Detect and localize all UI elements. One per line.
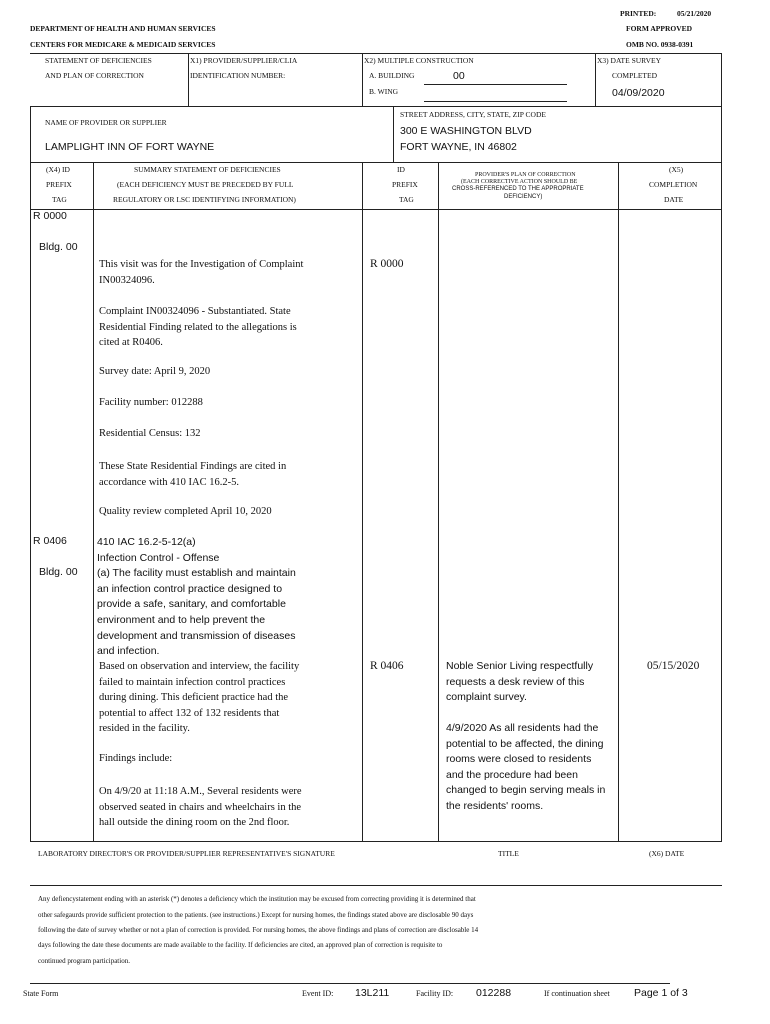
- divider: [30, 106, 31, 162]
- text-line: Infection Control - Offense: [97, 551, 220, 564]
- divider: [721, 53, 722, 162]
- text-line: the residents' rooms.: [446, 799, 544, 812]
- statement-label-1: STATEMENT OF DEFICIENCIES: [45, 56, 152, 65]
- text-line: during dining. This deficient practice had the: [99, 692, 289, 704]
- divider: [438, 162, 439, 841]
- findings-paragraph: [99, 459, 286, 490]
- event-id-value: 13L211: [355, 987, 390, 999]
- text-line: Based on observation and interview, the facility: [99, 661, 300, 672]
- x5-label-1: (X5): [669, 165, 684, 174]
- statement-label-2: AND PLAN OF CORRECTION: [45, 71, 144, 80]
- divider: [30, 983, 670, 984]
- footnote-line: other safegaurds provide sufficient protection to the patients. (see instructions.) Except for nursing homes, the findings stated above are disclosable 90 days: [38, 911, 474, 919]
- x4-label-3: TAG: [52, 195, 67, 204]
- printed-label: PRINTED:: [620, 9, 657, 18]
- divider: [424, 84, 567, 85]
- residential-census: Residential Census: 132: [99, 428, 201, 439]
- text-line: 4/9/2020 As all residents had the: [446, 722, 599, 734]
- x3-label-1: X3) DATE SURVEY: [597, 56, 661, 65]
- x5-label-3: DATE: [664, 195, 684, 204]
- tag-r0000-right: R 0000: [370, 258, 404, 270]
- poc-label-3: CROSS-REFERENCED TO THE APPROPRIATE: [452, 186, 584, 192]
- text-line: This visit was for the Investigation of Complaint: [99, 259, 304, 270]
- footnote-line: continued program participation.: [38, 957, 130, 965]
- text-line: resided in the facility.: [99, 723, 190, 735]
- state-form-label: State Form: [23, 989, 59, 998]
- facility-id-value: 012288: [476, 987, 512, 999]
- director-signature-label: LABORATORY DIRECTOR'S OR PROVIDER/SUPPLIER REPRESENTATIVE'S SIGNATURE: [38, 849, 335, 858]
- summary-label-3: REGULATORY OR LSC IDENTIFYING INFORMATION): [113, 195, 296, 204]
- text-line: cited at R0406.: [99, 337, 163, 349]
- text-line: 410 IAC 16.2-5-12(a): [97, 536, 196, 548]
- summary-label-1: SUMMARY STATEMENT OF DEFICIENCIES: [134, 165, 281, 174]
- provider-name-label: NAME OF PROVIDER OR SUPPLIER: [45, 118, 167, 127]
- divider: [30, 106, 722, 107]
- quality-review: Quality review completed April 10, 2020: [99, 506, 272, 517]
- id-label-2: PREFIX: [392, 180, 418, 189]
- facility-number: Facility number: 012288: [99, 397, 203, 408]
- text-line: These State Residential Findings are cited in: [99, 461, 287, 472]
- address-line-1: 300 E WASHINGTON BLVD: [400, 125, 532, 137]
- divider: [424, 101, 567, 102]
- text-line: complaint survey.: [446, 691, 527, 704]
- text-line: Noble Senior Living respectfully: [446, 660, 594, 672]
- omb-number: OMB NO. 0938-0391: [626, 40, 694, 49]
- x2-label: X2) MULTIPLE CONSTRUCTION: [364, 56, 474, 65]
- survey-date: Survey date: April 9, 2020: [99, 366, 211, 377]
- id-label-3: TAG: [399, 195, 414, 204]
- survey-completed-date: 04/09/2020: [612, 87, 665, 99]
- divider: [721, 162, 722, 842]
- poc-label-1: PROVIDER'S PLAN OF CORRECTION: [475, 172, 576, 178]
- text-line: On 4/9/20 at 11:18 A.M., Several residents were: [99, 786, 302, 797]
- divider: [30, 841, 722, 842]
- text-line: environment and to help prevent the: [97, 613, 266, 626]
- text-line: (a) The facility must establish and maintain: [97, 567, 296, 580]
- deficiency-finding: [99, 659, 299, 737]
- footnote-line: days following the date these documents are made available to the facility. If deficiencies are cited, an approved plan of correction is requisite to: [38, 941, 443, 949]
- text-line: development and transmission of diseases: [97, 629, 296, 642]
- text-line: accordance with 410 IAC 16.2-5.: [99, 476, 239, 488]
- x1-label-1: X1) PROVIDER/SUPPLIER/CLIA: [190, 56, 298, 65]
- provider-name: LAMPLIGHT INN OF FORT WAYNE: [45, 141, 215, 153]
- completion-date: 05/15/2020: [647, 660, 700, 672]
- title-label: TITLE: [498, 849, 519, 858]
- tag-r0406-right: R 0406: [370, 660, 404, 672]
- continuation-label: If continuation sheet: [544, 989, 610, 998]
- x1-label-2: IDENTIFICATION NUMBER:: [190, 71, 286, 80]
- text-line: and the procedure had been: [446, 768, 578, 781]
- regulation-text: [97, 535, 296, 660]
- footnote-line: Any defiencystatement ending with an asterisk (*) denotes a deficiency which the institution may be excused from correcting providing it is determined that: [38, 895, 476, 903]
- building-tag-2: Bldg. 00: [39, 566, 78, 578]
- text-line: potential to be affected, the dining: [446, 737, 604, 750]
- text-line: Residential Finding related to the allegations is: [99, 321, 297, 333]
- x4-label-2: PREFIX: [46, 180, 72, 189]
- text-line: requests a desk review of this: [446, 675, 585, 688]
- plan-of-correction-2: [446, 721, 605, 815]
- divider: [595, 53, 596, 106]
- text-line: failed to maintain infection control practices: [99, 676, 286, 688]
- text-line: hall outside the dining room on the 2nd floor.: [99, 817, 290, 829]
- text-line: IN00324096.: [99, 274, 155, 286]
- tag-r0406: R 0406: [33, 535, 67, 547]
- building-label: A. BUILDING: [369, 71, 415, 80]
- tag-r0000: R 0000: [33, 210, 67, 222]
- wing-label: B. WING: [369, 87, 399, 96]
- complaint-paragraph: [99, 304, 297, 351]
- divider: [30, 53, 722, 54]
- text-line: provide a safe, sanitary, and comfortable: [97, 598, 286, 611]
- summary-label-2: (EACH DEFICIENCY MUST BE PRECEDED BY FULL: [117, 180, 294, 189]
- cms-name: CENTERS FOR MEDICARE & MEDICAID SERVICES: [30, 40, 216, 49]
- x6-date-label: (X6) DATE: [649, 849, 685, 858]
- divider: [30, 885, 722, 886]
- observation-paragraph: [99, 784, 302, 831]
- page-number: Page 1 of 3: [634, 987, 688, 999]
- divider: [362, 162, 363, 841]
- footnote-line: following the date of survey whether or not a plan of correction is provided. For nursing homes, the above findings and plans of correction are disclosable 14: [38, 926, 479, 934]
- poc-label-4: DEFICIENCY): [504, 194, 543, 200]
- facility-id-label: Facility ID:: [416, 989, 454, 998]
- text-line: and infection.: [97, 645, 160, 658]
- divider: [93, 162, 94, 841]
- divider: [393, 106, 394, 162]
- text-line: Complaint IN00324096 - Substantiated. State: [99, 306, 291, 317]
- plan-of-correction-1: [446, 659, 593, 706]
- id-label-1: ID: [397, 165, 405, 174]
- building-tag-1: Bldg. 00: [39, 241, 78, 253]
- findings-include: Findings include:: [99, 753, 173, 764]
- x4-label-1: (X4) ID: [46, 165, 70, 174]
- form-approved: FORM APPROVED: [626, 24, 693, 33]
- divider: [362, 53, 363, 106]
- divider: [30, 162, 31, 842]
- printed-date: 05/21/2020: [677, 9, 712, 18]
- text-line: potential to affect 132 of 132 residents that: [99, 707, 280, 719]
- department-name: DEPARTMENT OF HEALTH AND HUMAN SERVICES: [30, 24, 216, 33]
- text-line: an infection control practice designed to: [97, 582, 283, 595]
- x3-label-2: COMPLETED: [612, 71, 657, 80]
- divider: [188, 53, 189, 106]
- building-value: 00: [453, 70, 465, 82]
- text-line: rooms were closed to residents: [446, 753, 592, 766]
- address-label: STREET ADDRESS, CITY, STATE, ZIP CODE: [400, 110, 546, 119]
- poc-label-2: (EACH CORRECTIVE ACTION SHOULD BE: [461, 179, 578, 185]
- address-line-2: FORT WAYNE, IN 46802: [400, 141, 517, 153]
- text-line: observed seated in chairs and wheelchairs in the: [99, 801, 302, 813]
- x5-label-2: COMPLETION: [649, 180, 698, 189]
- intro-paragraph: [99, 257, 303, 288]
- event-id-label: Event ID:: [302, 989, 334, 998]
- divider: [618, 162, 619, 841]
- text-line: changed to begin serving meals in: [446, 784, 606, 797]
